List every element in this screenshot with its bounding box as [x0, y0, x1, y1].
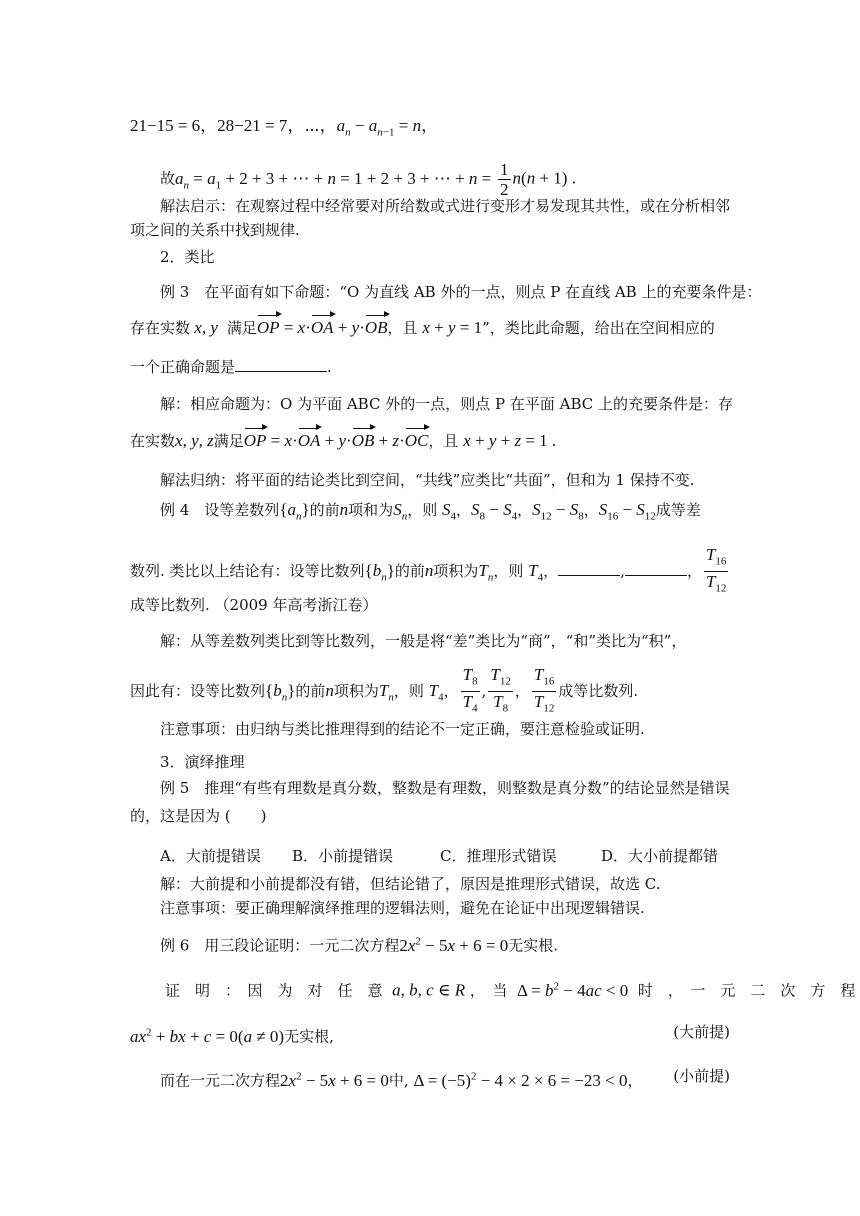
option-a[interactable]: A．大前提错误 — [160, 847, 261, 865]
method-insight-cont: 项之间的关系中找到规律. — [130, 221, 300, 239]
general-term-formula: 故$a_n = a_1 + 2 + 3$ + ⋯ + n = 1 + 2 + 3 + ⋯ + n = $\frac{1}{2}$ n(n + 1) . — [160, 160, 576, 199]
fraction-t8-t4: $\frac{T_8}{T_4}$ — [462, 665, 478, 715]
option-b[interactable]: B．小前提错误 — [292, 847, 394, 865]
example-3-statement: 例 3 在平面有如下命题：“O 为直线 AB 外的一点，则点 P 在直线 AB 上的充要条件是： — [160, 283, 762, 301]
example-4-analogy: 数列. 类比以上结论有：设等比数列$\{b_n\}$的前n项积为$T_n$，则 $T_4$， , ， $\frac{T_{16}}{T_{12}}$ — [130, 545, 730, 599]
example-3-condition: 存在实数 x, y 满足OP = x·OA + y·OB，且 x + y = 1”，类比此命题，给出在空间相应的 — [130, 318, 715, 337]
minor-premise-label: (小前提) — [673, 1067, 730, 1085]
solution-5: 解：大前提和小前提都没有错，但结论错了，原因是推理形式错误，故选 C. — [160, 875, 661, 893]
option-c[interactable]: C．推理形式错误 — [440, 847, 557, 865]
major-premise-label: (大前提) — [673, 1023, 730, 1041]
example-6-statement: 例 6 用三段论证明：一元二次方程$2x^2 - 5x + 6 = 0$无实根. — [160, 935, 558, 955]
option-d[interactable]: D．大小前提都错 — [601, 847, 719, 865]
fraction-t16-t12: $\frac{T_{16}}{T_{12}}$ — [705, 545, 727, 595]
example-4-conclusion: 成等比数列. （2009 年高考浙江卷） — [130, 596, 378, 614]
fraction-t16-t12-answer: $\frac{T_{16}}{T_{12}}$ — [533, 665, 555, 715]
solution-3-condition: 在实数x, y, z满足OP = x·OA + y·OB + z·OC，且 x + y + z = 1 . — [130, 431, 557, 450]
solution-4-statement: 解：从等差数列类比到等比数列，一般是将“差”类比为“商”，“和”类比为“积”， — [160, 632, 687, 650]
proof-line-2: $ax^2$ + bx + c = 0(a ≠ 0)无实根, — [130, 1026, 334, 1046]
fraction-one-half: $\frac{1}{2}$ — [500, 160, 509, 199]
answer-blank-1[interactable] — [558, 560, 620, 576]
example-3-question: 一个正确命题是 . — [130, 358, 332, 376]
example-4-statement: 例 4 设等差数列$\{a_n\}$的前n项和为$S_n$，则 $S_4$，$S_8 - S_4$，$S_{12} - S_8$，$S_{16} - S_{12}$成等差 — [160, 500, 701, 523]
solution-4-answer: 因此有：设等比数列$\{b_n\}$的前n项积为$T_n$，则 $T_4$， $\frac{T_8}{T_4}$ , $\frac{T_{12}}{T_8}$ ， $\frac{T_{16}}{T_{12}}$ 成等比数列. — [130, 665, 638, 719]
example-5-question: 的，这是因为 ( ) — [130, 807, 267, 825]
answer-blank[interactable] — [235, 356, 327, 372]
section-heading-deduction: 3．演绎推理 — [160, 753, 245, 771]
solution-3-statement: 解：相应命题为：O 为平面 ABC 外的一点，则点 P 在平面 ABC 上的充要条件是：存 — [160, 395, 733, 413]
note-induction: 注意事项：由归纳与类比推理得到的结论不一定正确，要注意检验或证明. — [160, 720, 645, 738]
method-summary: 解法归纳：将平面的结论类比到空间，“共线”应类比“共面”，但和为 1 保持不变. — [160, 471, 695, 489]
note-deduction: 注意事项：要正确理解演绎推理的逻辑法则，避免在论证中出现逻辑错误. — [160, 899, 645, 917]
section-heading-analogy: 2．类比 — [160, 248, 215, 266]
example-5-statement: 例 5 推理“有些有理数是真分数，整数是有理数，则整数是真分数”的结论显然是错误 — [160, 779, 730, 797]
sequence-differences: 21−15 = 6，28−21 = 7，⋯，$a_n - a_{n-1} = n$， — [130, 116, 439, 139]
answer-blank-2[interactable] — [625, 560, 687, 576]
proof-line-3: 而在一元二次方程$2x^2 - 5x + 6 = 0$中, $\Delta = (-5)^2 - 4 \times 2 \times 6 = -23 < 0$， — [160, 1070, 643, 1090]
proof-line-1: 证 明 ： 因 为 对 任 意 a, b, c ∈ R ， 当 $\Delta = b^2 - 4ac < 0$ 时 ， 一 元 二 次 方 程 — [165, 980, 856, 1000]
fraction-t12-t8: $\frac{T_{12}}{T_8}$ — [490, 665, 511, 715]
method-insight: 解法启示：在观察过程中经常要对所给数或式进行变形才易发现其共性，或在分析相邻 — [160, 197, 731, 215]
